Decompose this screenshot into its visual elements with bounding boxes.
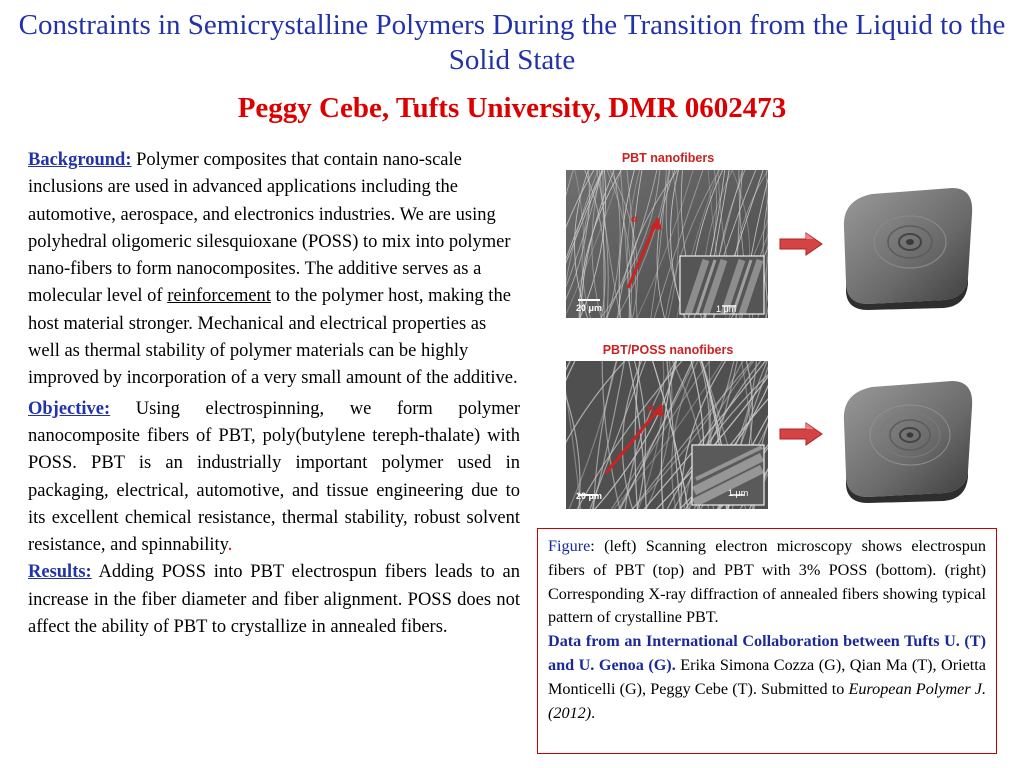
objective-text: Using electrospinning, we form polymer nanocomposite fibers of PBT, poly(butylene tereph-thalate) with POSS. PBT is an industrially important polymer used in packaging, electrical, automotive, and tissue engineering due to its excellent chemical resistance, thermal stability, robust solvent resistance, and spinnability [28, 398, 520, 556]
caption-text: : (left) Scanning electron microscopy shows electrospun fibers of PBT (top) and PBT with 3% POSS (bottom). (right) Corresponding X-ray diffraction of annealed fibers showing typical pattern of crystalline PBT. [548, 537, 986, 627]
xrd-pattern-bottom [832, 373, 982, 503]
background-text-1: Polymer composites that contain nano-scale inclusions are used in advanced applications including the automotive, aerospace, and electronics industries. We are using polyhedral oligomeric silesquioxane (POSS) to mix into polymer nano-fibers to form nanocomposites. The additive serves as a molecular level of [28, 150, 511, 307]
journal-name: European Polymer J. (2012) [548, 679, 987, 722]
objective-paragraph [28, 396, 520, 560]
body-text [28, 147, 520, 641]
results-text: Adding POSS into PBT electrospun fibers leads to an increase in the fiber diameter and fiber alignment. POSS does not affect the ability of PBT to crystallize in annealed fibers. [28, 562, 520, 638]
arrow-label-bottom: α [647, 400, 654, 414]
scale-label-top-inset: 1 μm [716, 304, 737, 314]
author-line: Peggy Cebe, Tufts University, DMR 0602473 [237, 92, 787, 124]
sem-image-top [566, 170, 768, 318]
scale-label-bottom: 20 μm [576, 491, 603, 501]
objective-end: . [227, 535, 233, 556]
page-title: Constraints in Semicrystalline Polymers During the Transition from the Liquid to the Solid State [18, 9, 1006, 76]
caption-end: . [591, 703, 596, 722]
arrow-right-icon-bottom [778, 420, 824, 448]
author-list: Erika Simona Cozza (G), Qian Ma (T), Orietta Monticelli (G), Peggy Cebe (T). Submitted to [548, 655, 986, 698]
arrow-label-top: α [631, 211, 638, 225]
collaboration-note: Data from an International Collaboration between Tufts U. (T) and U. Genoa (G). [548, 632, 986, 674]
panel-bottom-label: PBT/POSS nanofibers [602, 343, 734, 357]
background-paragraph [28, 147, 520, 393]
background-heading: Background: [28, 150, 132, 170]
figure-caption-box [537, 528, 997, 754]
scale-label-top: 20 μm [576, 303, 603, 313]
objective-heading: Objective: [28, 398, 111, 419]
arrow-right-icon-top [778, 230, 824, 258]
panel-top-label: PBT nanofibers [621, 151, 715, 165]
results-heading: Results: [28, 562, 92, 583]
background-text-2: to the polymer host, making the host material stronger. Mechanical and electrical properties as well as thermal stability of polymer materials can be highly improved by incorporation of a very small amount of the additive. [28, 286, 518, 389]
credits-paragraph [548, 630, 986, 725]
caption-paragraph [548, 535, 986, 630]
results-paragraph [28, 559, 520, 641]
scale-label-bottom-inset: 1 μm [728, 488, 749, 498]
caption-label: Figure [548, 537, 591, 555]
sem-image-bottom [566, 361, 768, 509]
xrd-pattern-top [832, 180, 982, 310]
reinforcement-term: reinforcement [167, 286, 271, 307]
